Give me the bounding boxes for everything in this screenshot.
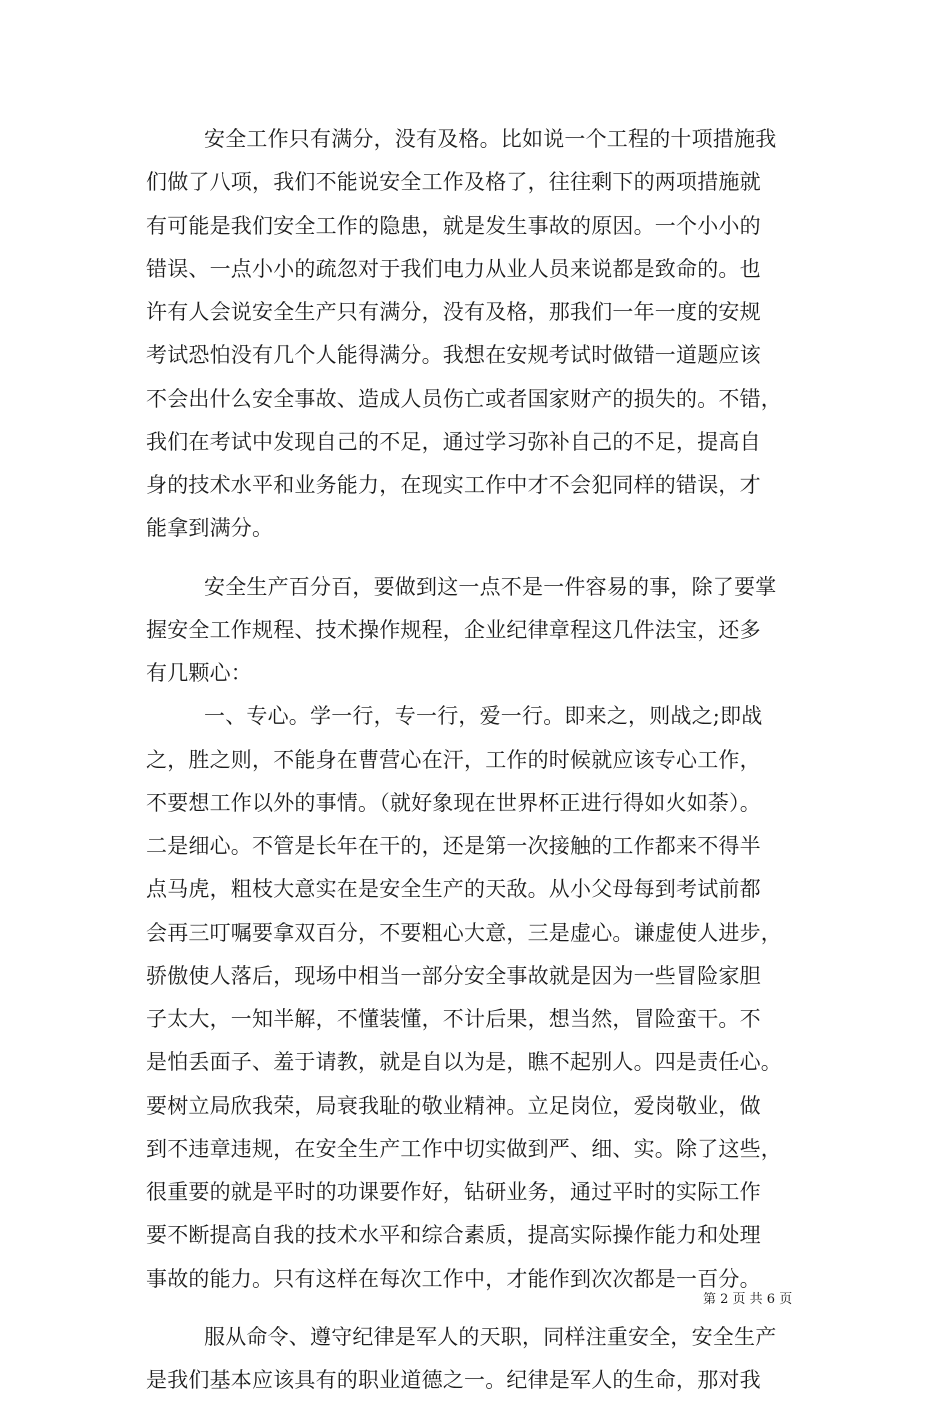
text-line: 不要想工作以外的事情。（就好象现在世界杯正进行得如火如荼）。 <box>146 790 761 815</box>
text-line: 握安全工作规程、技术操作规程，企业纪律章程这几件法宝，还多 <box>146 617 761 642</box>
text-line: 二是细心。不管是长年在干的，还是第一次接触的工作都来不得半 <box>146 834 761 858</box>
text-line: 我们在考试中发现自己的不足，通过学习弥补自己的不足，提高自 <box>146 429 761 454</box>
text-line: 子太大，一知半解，不懂装懂，不计后果，想当然，冒险蛮干。不 <box>146 1007 761 1031</box>
paragraph-2 <box>146 566 802 696</box>
text-line: 要不断提高自我的技术水平和综合素质，提高实际操作能力和处理 <box>146 1223 761 1248</box>
paragraph-1 <box>146 118 802 551</box>
text-line: 是怕丢面子、羞于请教，就是自以为是，瞧不起别人。四是责任心。 <box>146 1050 782 1075</box>
text-line: 安全生产百分百，要做到这一点不是一件容易的事，除了要掌 <box>204 574 777 599</box>
text-line: 要树立局欣我荣，局衰我耻的敬业精神。立足岗位，爱岗敬业，做 <box>146 1093 761 1118</box>
text-line: 不会出什么安全事故、造成人员伤亡或者国家财产的损失的。不错， <box>146 386 782 411</box>
text-line: 骄傲使人落后，现场中相当一部分安全事故就是因为一些冒险家胆 <box>146 963 761 988</box>
text-line: 点马虎，粗枝大意实在是安全生产的天敌。从小父母每到考试前都 <box>146 877 761 902</box>
text-line: 许有人会说安全生产只有满分，没有及格，那我们一年一度的安规 <box>146 300 761 324</box>
text-line: 会再三叮嘱要拿双百分，不要粗心大意，三是虚心。谦虚使人进步， <box>146 920 782 945</box>
text-line: 错误、一点小小的疏忽对于我们电力从业人员来说都是致命的。也 <box>146 256 761 281</box>
text-line: 身的技术水平和业务能力，在现实工作中才不会犯同样的错误，才 <box>146 473 761 497</box>
text-line: 有几颗心： <box>146 661 252 685</box>
text-line: 服从命令、遵守纪律是军人的天职，同样注重安全，安全生产 <box>204 1324 777 1349</box>
text-line: 到不违章违规，在安全生产工作中切实做到严、细、实。除了这些， <box>146 1136 782 1161</box>
text-line: 一、专心。学一行，专一行，爱一行。即来之，则战之;即战 <box>204 704 763 729</box>
text-line: 有可能是我们安全工作的隐患，就是发生事故的原因。一个小小的 <box>146 213 761 238</box>
text-line: 考试恐怕没有几个人能得满分。我想在安规考试时做错一道题应该 <box>146 343 761 368</box>
page-number: 第 2 页 共 6 页 <box>703 1292 793 1307</box>
paragraph-4 <box>146 1316 802 1402</box>
paragraph-3 <box>146 695 802 1301</box>
text-line: 们做了八项，我们不能说安全工作及格了，往往剩下的两项措施就 <box>146 170 761 195</box>
text-line: 之，胜之则，不能身在曹营心在汗，工作的时候就应该专心工作， <box>146 747 761 772</box>
text-line: 是我们基本应该具有的职业道德之一。纪律是军人的生命，那对我 <box>146 1368 761 1392</box>
text-line: 能拿到满分。 <box>146 516 274 541</box>
text-line: 事故的能力。只有这样在每次工作中，才能作到次次都是一百分。 <box>146 1266 761 1291</box>
text-line: 很重要的就是平时的功课要作好，钻研业务，通过平时的实际工作 <box>146 1180 761 1204</box>
document-body <box>146 118 802 1402</box>
text-line: 安全工作只有满分，没有及格。比如说一个工程的十项措施我 <box>204 127 777 151</box>
